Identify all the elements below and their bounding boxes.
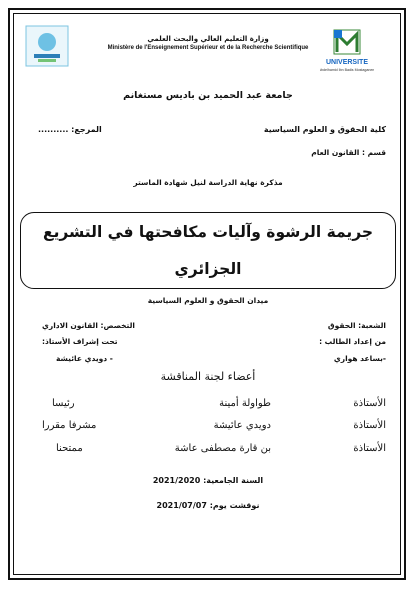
committee-title: الأستاذة (353, 443, 386, 454)
committee-role: رئيسا (52, 398, 75, 409)
memo-title: مذكرة نهاية الدراسة لنيل شهادة الماستر (133, 178, 283, 187)
university-name: جامعة عبد الحميد بن باديس مستغانم (123, 90, 293, 101)
supervisor-label: تحت إشراف الأستاذ: (42, 337, 118, 346)
discussion-date: نوقشت يوم: 2021/07/07 (156, 501, 260, 510)
specialty: التخصص: القانون الاداري (42, 321, 135, 330)
thesis-title-line2: الجزائري (174, 260, 242, 278)
committee-title: الأستاذة (353, 398, 386, 409)
prepared-by-label: من إعداد الطالب : (319, 337, 386, 346)
field-of-study: ميدان الحقوق و العلوم السياسية (147, 296, 269, 305)
committee-name: دويدي عائيشة (213, 420, 271, 431)
logo-subtext: Abdelhamid Ibn Badis Mostaganem (320, 68, 374, 72)
committee-role: مشرفا مقررا (42, 420, 97, 431)
logo-text: UNIVERSITE (325, 59, 369, 66)
ministry-arabic: وزارة التعليم العالي والبحث العلمي (147, 35, 269, 43)
faculty-name: كلية الحقوق و العلوم السياسية (263, 125, 386, 134)
ministry-french: Ministère de l'Enseignement Supérieur et de la Recherche Scientifique (107, 45, 309, 51)
reference-field: المرجع: .......... (38, 125, 102, 134)
university-logo-icon (320, 28, 374, 74)
committee-heading: أعضاء لجنة المناقشة (160, 370, 256, 383)
committee-name: طواولة أمينة (219, 398, 271, 409)
committee-role: ممتحنا (56, 443, 83, 454)
branch: الشعبة: الحقوق (327, 321, 386, 330)
committee-title: الأستاذة (353, 420, 386, 431)
department: قسم : القانون العام (311, 148, 386, 157)
student-name: -بساعد هواري (333, 354, 386, 363)
supervisor-name: - دويدي عائيشة (56, 354, 113, 363)
academic-year: السنة الجامعية: 2021/2020 (152, 476, 264, 485)
ministry-logo-icon (24, 24, 70, 68)
committee-name: بن قارة مصطفى عاشة (174, 443, 271, 454)
thesis-title-line1: جريمة الرشوة وآليات مكافحتها في التشريع (42, 223, 374, 241)
